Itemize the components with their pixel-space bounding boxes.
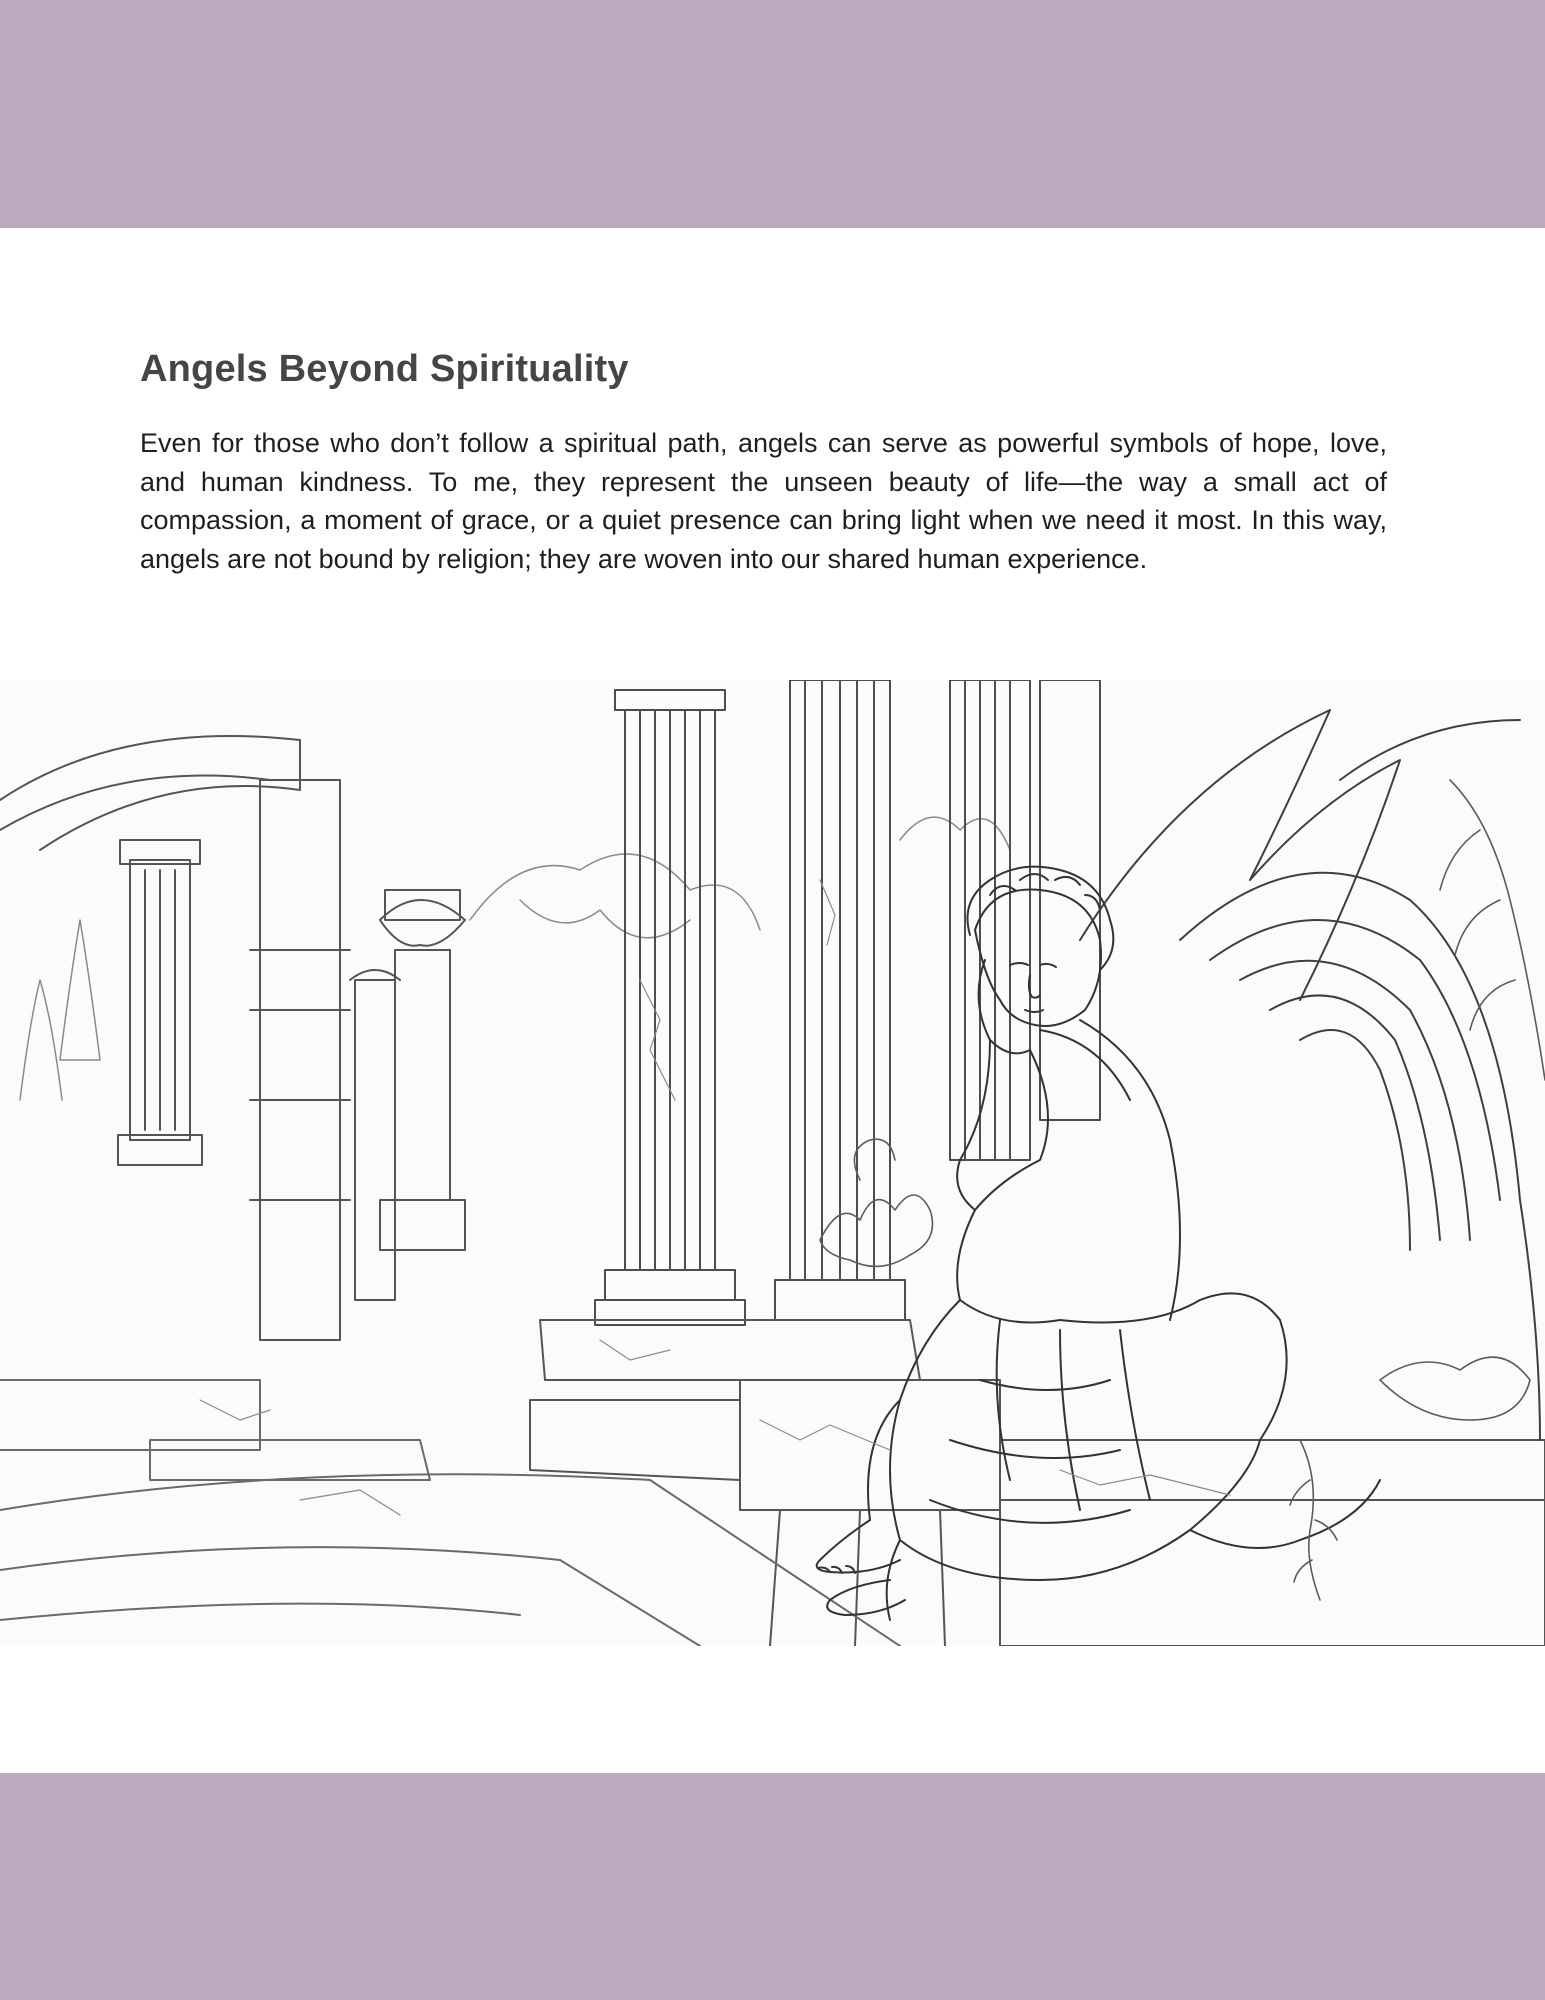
foliage [820, 780, 1545, 1600]
fluted-column-1 [595, 690, 745, 1325]
angel-figure [817, 867, 1380, 1620]
angel-ruins-illustration [0, 680, 1545, 1646]
body-paragraph: Even for those who don’t follow a spiritual path, angels can serve as powerful symbols of hope, love, and human kindness. To me, they represent the unseen beauty of life—the way a small act of compassion, a moment of grace, or a quiet presence can bring light when we need it most. In this way, angels are not bound by religion; they are woven into our shared human experience. [140, 428, 1387, 574]
stone-platform [530, 1320, 1545, 1646]
fluted-column-2 [775, 680, 905, 1320]
angel-wings [1080, 710, 1540, 1440]
fluted-column-3 [950, 680, 1100, 1160]
ground-tiles [0, 1380, 900, 1646]
page-title: Angels Beyond Spirituality [140, 348, 629, 390]
bottom-color-band [0, 1773, 1545, 2000]
ornate-column [350, 890, 465, 1300]
top-color-band [0, 0, 1545, 228]
